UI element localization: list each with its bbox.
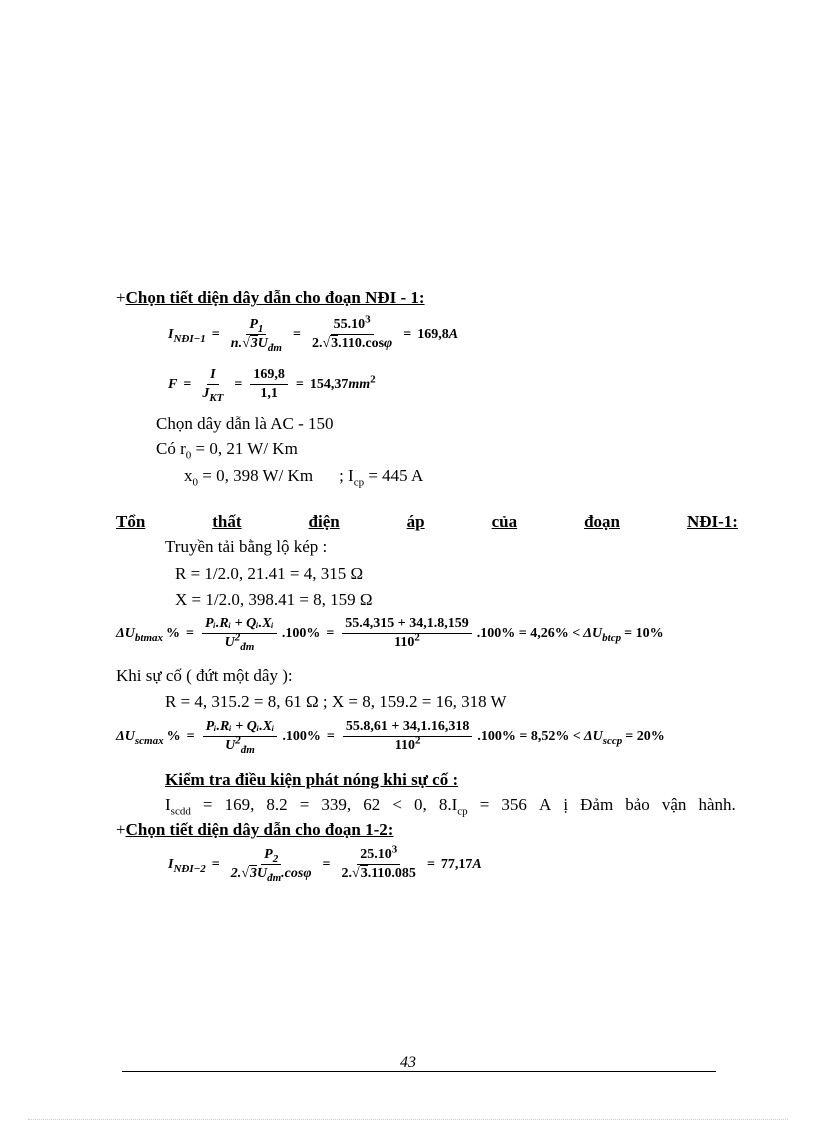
- choose-wire-line: Chọn dây dẫn là AC - 150: [156, 414, 334, 433]
- plus-prefix: +: [116, 288, 126, 307]
- eq-lhs: $\Delta U_{btmax}$: [116, 625, 164, 644]
- fault-rx-line: R = 4, 315.2 = 8, 61 Ω ; X = 8, 159.2 = 16, 318 W: [165, 692, 507, 711]
- eq-lhs: $I_{NĐI-2}$: [168, 856, 206, 875]
- eq-fraction: $\frac{169,8}{1,1}$: [250, 366, 288, 403]
- eq-fraction: $\frac{55.10^3}{2.√3.110.\cos\varphi}$: [311, 313, 393, 351]
- r0-line: Có $r_0 = 0$, 21 W/ Km: [156, 439, 298, 462]
- heating-check-line: $I_{scdd}$ = 169, 8.2 = 339, 62 < 0, $8.I_{cp}$ = 356 A ị Đảm bảo vận hành.: [165, 795, 736, 818]
- page-edge-dotted-line: [28, 1119, 788, 1120]
- eq-fraction: $\frac{P_2}{2.√3U_{đm}.\cos\varphi}$: [230, 847, 312, 884]
- eq-fraction: $\frac{P_1}{n.√3U_{đm}}$: [230, 317, 282, 354]
- page-number: 43: [400, 1054, 416, 1071]
- eq-fraction: $\frac{25.10^3}{2.√3.110.085}$: [341, 843, 416, 881]
- resistance-line: R = 1/2.0, 21.41 = 4, 315 Ω: [175, 564, 364, 583]
- current-equation-1-2: $I_{NĐI-2}$ = $\frac{P_2}{2.√3U_{đm}.\cos\varphi}$ = $\frac{25.10^3}{2.√3.110.085}$ = 77,17A: [168, 843, 482, 884]
- section-heading-1-2: [116, 820, 393, 840]
- section-heading-heating-check: Kiểm tra điều kiện phát nóng khi sự cố :: [165, 770, 459, 789]
- eq-result: $154,37mm^2$: [309, 372, 376, 392]
- eq-result: 169,8A: [417, 326, 459, 342]
- heading-text: Chọn tiết diện dây dẫn cho đoạn NĐI - 1:: [125, 288, 425, 307]
- section-heading-voltage-loss: Tổn thất điện áp của đoạn NĐI-1:: [116, 512, 738, 531]
- section-heading-ndi-1: [116, 288, 425, 308]
- plus-prefix: +: [116, 820, 126, 839]
- eq-lhs: $\Delta U_{scmax}$: [116, 728, 164, 747]
- eq-fraction: $\frac{55.8,61 + 34,1.16,318}{110^2}$: [343, 718, 472, 755]
- eq-lhs: F: [168, 376, 178, 392]
- eq-lhs: $I_{NĐI-1}$: [168, 326, 206, 345]
- heading-text: Chọn tiết diện dây dẫn cho đoạn 1-2:: [125, 820, 394, 839]
- current-equation-ndi-1: $I_{NĐI-1}$ = $\frac{P_1}{n.√3U_{đm}}$ = $\frac{55.10^3}{2.√3.110.\cos\varphi}$ = 169,8A: [168, 313, 459, 354]
- eq-fraction: $\frac{I}{J_{KT}}$: [202, 367, 224, 404]
- voltage-loss-fault-equation: $\Delta U_{scmax}$ % = $\frac{\text{Pᵢ.Rᵢ + Qᵢ.Xᵢ}}{U^2_{đm}}$ .100% = $\frac{55.8,61 + 34,1.16,318}{110^2}$ .100% = 8,52% < $\Delta U_{sccp}$ = 20%: [116, 719, 665, 756]
- reactance-line: X = 1/2.0, 398.41 = 8, 159 Ω: [175, 590, 373, 609]
- voltage-loss-normal-equation: $\Delta U_{btmax}$ % = $\frac{\text{Pᵢ.Rᵢ + Qᵢ.Xᵢ}}{U^2_{đm}}$ .100% = $\frac{55.4,315 + 34,1.8,159}{110^2}$ .100% = 4,26% < $\Delta U_{btcp}$ = 10%: [116, 616, 664, 653]
- eq-result: 77,17A: [440, 856, 482, 872]
- footer-divider: [122, 1071, 716, 1072]
- eq-fraction: $\frac{55.4,315 + 34,1.8,159}{110^2}$: [342, 615, 471, 652]
- eq-fraction: $\frac{\text{Pᵢ.Rᵢ + Qᵢ.Xᵢ}}{U^2_{đm}}$: [202, 615, 277, 652]
- x0-line: $x_0 = 0$, 398 W/ Km ; $I_{cp} = 445$ A: [184, 466, 424, 489]
- eq-fraction: $\frac{\text{Pᵢ.Rᵢ + Qᵢ.Xᵢ}}{U^2_{đm}}$: [203, 718, 278, 755]
- fault-line: Khi sự cố ( đứt một dây ):: [116, 666, 293, 685]
- cross-section-equation: F = $\frac{I}{J_{KT}}$ = $\frac{169,8}{1,1}$ = $154,37mm^2$: [168, 367, 376, 404]
- transmission-line: Truyền tải bằng lộ kép :: [165, 537, 328, 556]
